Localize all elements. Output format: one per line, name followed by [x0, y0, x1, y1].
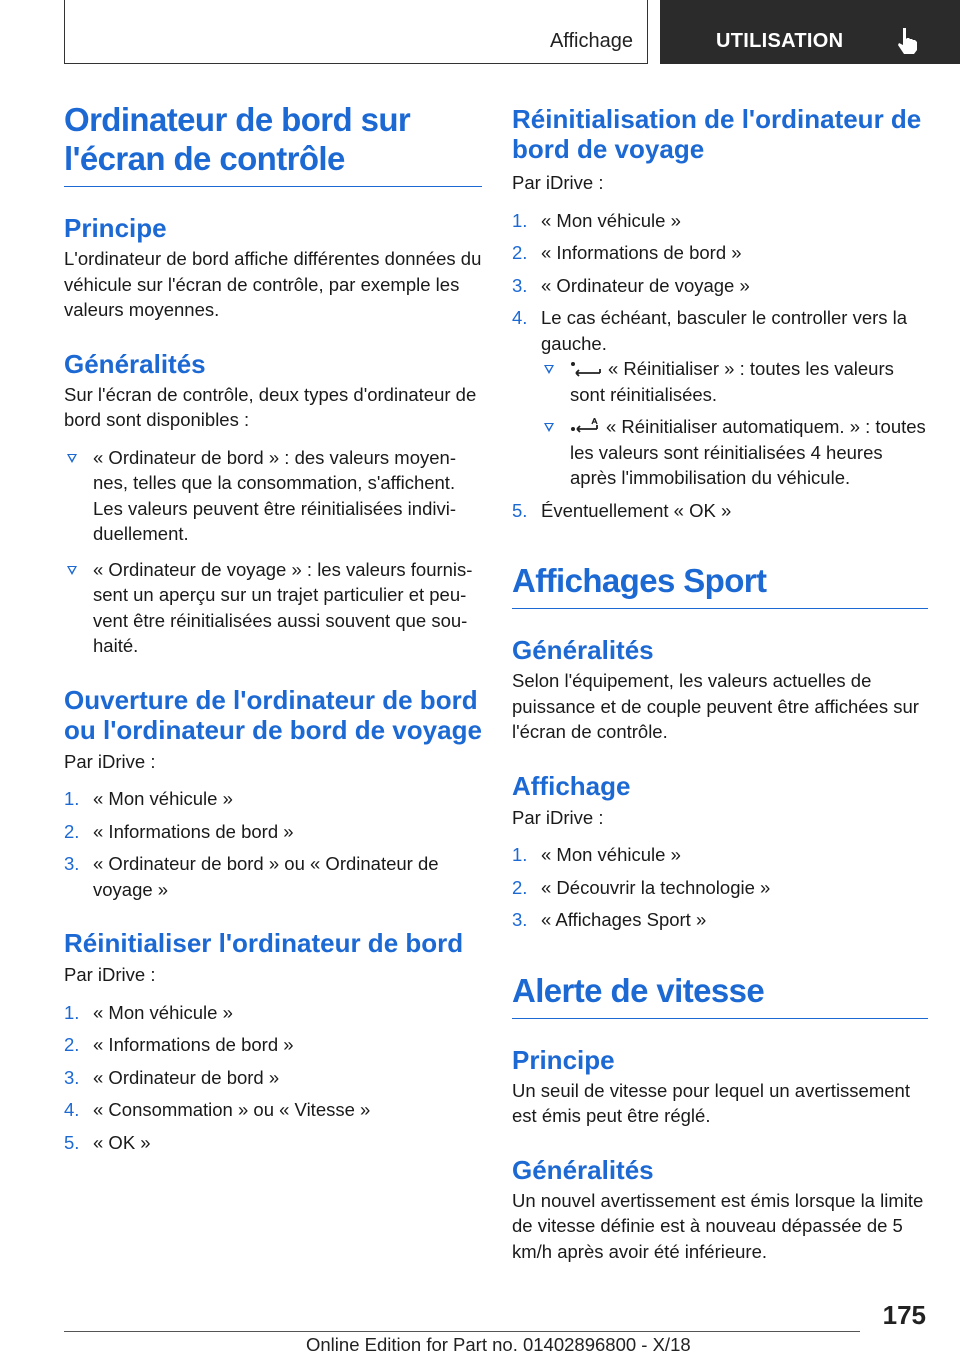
list-item: 3. « Ordinateur de bord »	[64, 1066, 280, 1088]
footer-edition: Online Edition for Part no. 01402896800 - X/18	[306, 1334, 691, 1355]
affichage-steps	[512, 842, 928, 933]
header-chapter-label: UTILISATION	[716, 30, 844, 52]
para-alerte-generalites: Un nouvel avertissement est émis lorsque la limite de vitesse définie est à nouveau dépassée de 5 km/h après avoir été inférieure.	[512, 1189, 924, 1262]
heading-affichage: Affichage	[512, 770, 631, 801]
hand-pointer-icon	[894, 26, 920, 54]
heading-alerte-principe: Principe	[512, 1044, 615, 1075]
list-item: 3. « Ordinateur de bord » ou « Ordinateur de voyage »	[64, 853, 439, 900]
list-item: 1. « Mon véhicule »	[512, 844, 681, 865]
list-item: 4. Le cas échéant, basculer le controller vers la gauche. « Réinitialiser » : toutes les valeurs sont réinitialisées. « Réinitialiser automatiquem. » : toutes les valeurs sont réinitialisées 4 heures après l'immobilisation du véhicule.	[512, 305, 928, 491]
title-ordinateur-de-bord: Ordinateur de bord sur l'écran de contrôle	[64, 100, 482, 187]
list-item: 2. « Informations de bord »	[64, 1034, 294, 1055]
list-item: « Ordinateur de voyage » : les valeurs fournissent un aperçu sur un trajet particulier et peuvent être réinitialisées aussi souvent que souhaité.	[64, 557, 482, 659]
page-number: 175	[882, 1300, 926, 1330]
triangle-bullet-icon	[67, 454, 77, 463]
para-ouverture-intro: Par iDrive :	[64, 750, 156, 772]
heading-ouverture: Ouverture de l'ordinateur de bord ou l'ordinateur de bord de voyage	[64, 684, 482, 745]
list-item: 1. « Mon véhicule »	[512, 209, 681, 231]
footer-divider	[64, 1331, 860, 1332]
list-item: 5. « OK »	[64, 1131, 151, 1153]
generalites-bullets	[64, 445, 482, 659]
reset-arrow-icon	[570, 360, 604, 378]
left-column	[64, 100, 482, 1155]
reinit-voyage-sub-bullets	[541, 356, 928, 491]
triangle-bullet-icon	[67, 566, 77, 575]
header-section-box	[64, 0, 648, 64]
list-item: 2. « Informations de bord »	[512, 242, 742, 263]
auto-reset-icon	[570, 418, 602, 436]
list-item: 5. Éventuellement « OK »	[512, 499, 732, 521]
heading-alerte-generalites: Généralités	[512, 1154, 654, 1185]
list-item: 1. « Mon véhicule »	[64, 788, 233, 809]
header-section-label: Affichage	[549, 30, 633, 52]
right-column	[512, 104, 928, 1264]
list-item: « Ordinateur de bord » : des valeurs moyennes, telles que la consommation, s'affichent. Les valeurs peuvent être réinitialisées individuellement.	[64, 445, 482, 547]
triangle-bullet-icon	[544, 423, 554, 432]
para-principe: L'ordinateur de bord affiche différentes données du véhicule sur l'écran de contrôle, par exemple les valeurs moyennes.	[64, 248, 482, 320]
heading-reinitialiser: Réinitialiser l'ordinateur de bord	[64, 928, 464, 958]
reinit-steps	[64, 1000, 482, 1156]
title-alerte-de-vitesse: Alerte de vitesse	[512, 971, 928, 1019]
triangle-bullet-icon	[544, 365, 554, 374]
para-affichage-intro: Par iDrive :	[512, 806, 604, 828]
list-item: 4. « Consommation » ou « Vitesse »	[64, 1099, 371, 1120]
list-item: 2. « Découvrir la technologie »	[512, 876, 771, 898]
list-item: 3. « Ordinateur de voyage »	[512, 274, 750, 296]
list-item: 2. « Informations de bord »	[64, 820, 294, 842]
para-generalites: Sur l'écran de contrôle, deux types d'ordinateur de bord sont disponibles :	[64, 383, 477, 430]
heading-principe: Principe	[64, 213, 167, 243]
list-item: 1. « Mon véhicule »	[64, 1001, 233, 1023]
heading-reinit-voyage: Réinitialisation de l'ordinateur de bord de voyage	[512, 104, 922, 164]
list-item: 3. « Affichages Sport »	[512, 909, 707, 930]
heading-generalites: Généralités	[64, 348, 206, 379]
header-chapter-box	[660, 0, 960, 64]
para-alerte-principe: Un seuil de vitesse pour lequel un avertissement est émis peut être réglé.	[512, 1079, 910, 1126]
para-reinit-voyage-intro: Par iDrive :	[512, 172, 604, 193]
list-item: « Réinitialiser automatiquem. » : toutes les valeurs sont réinitialisées 4 heures après l'immobilisation du véhicule.	[541, 414, 928, 491]
heading-sport-generalites: Généralités	[512, 635, 654, 665]
list-item: « Réinitialiser » : toutes les valeurs sont réinitialisées.	[541, 356, 928, 407]
reinit-voyage-steps	[512, 208, 928, 524]
para-reinit-intro: Par iDrive :	[64, 964, 156, 985]
title-affichages-sport: Affichages Sport	[512, 561, 928, 609]
ouverture-steps	[64, 786, 482, 902]
para-sport-generalites: Selon l'équipement, les valeurs actuelles de puissance et de couple peuvent être affichées sur l'écran de contrôle.	[512, 670, 919, 742]
